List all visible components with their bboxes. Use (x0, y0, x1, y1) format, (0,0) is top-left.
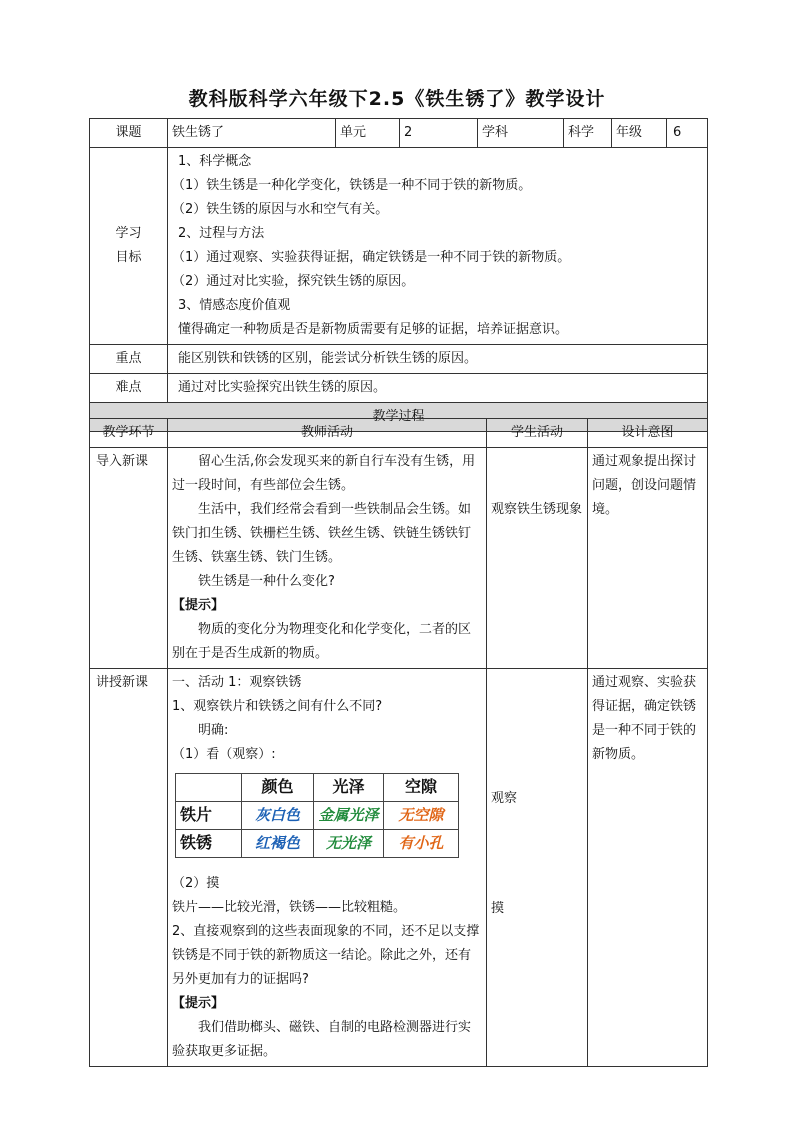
objective-line: （2）通过对比实验，探究铁生锈的原因。 (172, 274, 415, 289)
obs-cell: 金属光泽 (314, 802, 384, 830)
obs-row (176, 830, 459, 858)
difficulty-text: 通过对比实验探究出铁生锈的原因。 (168, 374, 708, 403)
document-title: 教科版科学六年级下2.5《铁生锈了》教学设计 (188, 88, 606, 110)
grade-value: 6 (673, 125, 682, 140)
process-header: 教学过程 (90, 403, 708, 432)
key-point-label: 重点 (90, 345, 168, 374)
lesson-plan-table (89, 118, 708, 432)
grade-label: 年级 (612, 119, 667, 147)
objective-line: 2、过程与方法 (178, 226, 265, 241)
col-design: 设计意图 (588, 419, 708, 448)
obs-cell: 无光泽 (314, 830, 384, 858)
tip-label: 【提示】 (172, 598, 225, 613)
difficulty-label: 难点 (90, 374, 168, 403)
key-point-row (90, 345, 708, 374)
lecture-teacher: 一、活动 1：观察铁锈 1、观察铁片和铁锈之间有什么不同? 明确: （1）看（观察）: 颜色 光泽 空隙 铁片 灰白色 金属光泽 无空隙 铁锈 红褐色 无光泽 有小孔 （2）摸 铁片——比较光滑，铁锈——比较粗糙。 2、直接观察到的这些表面现象的不同，还不足以支撑铁锈是不同于铁的新物质这一结论。除此之外，还有另外更加有力的证据吗? 【提示】 我们借助榔头、磁铁、自制的电路检测器进行实验获取更多证据。 (168, 669, 487, 1067)
objectives-label: 学习 目标 (90, 148, 168, 345)
intro-row (90, 448, 708, 669)
col-stage: 教学环节 (90, 419, 168, 448)
key-point-text: 能区别铁和铁锈的区别，能尝试分析铁生锈的原因。 (168, 345, 708, 374)
process-columns-row (90, 419, 708, 448)
obs-cell: 红褐色 (242, 830, 314, 858)
subject-label: 学科 (478, 119, 564, 148)
objectives-row (90, 148, 708, 345)
objective-line: 3、情感态度价值观 (178, 298, 291, 313)
intro-stage: 导入新课 (90, 448, 168, 669)
intro-student: 观察铁生锈现象 (487, 448, 588, 669)
obs-row-name: 铁锈 (176, 830, 242, 858)
obs-cell: 无空隙 (384, 802, 459, 830)
lesson-value: 铁生锈了 (168, 119, 336, 148)
objective-line: 1、科学概念 (178, 154, 252, 169)
col-teacher: 教师活动 (168, 419, 487, 448)
lecture-row (90, 669, 708, 1067)
obs-header: 光泽 (314, 774, 384, 802)
difficulty-row (90, 374, 708, 403)
lecture-design: 通过观察、实验获得证据，确定铁锈是一种不同于铁的新物质。 (588, 669, 708, 1067)
unit-label: 单元 (336, 119, 400, 148)
obs-header: 空隙 (384, 774, 459, 802)
objective-line: （2）铁生锈的原因与水和空气有关。 (172, 202, 389, 217)
obs-cell: 有小孔 (384, 830, 459, 858)
objective-line: （1）铁生锈是一种化学变化，铁锈是一种不同于铁的新物质。 (172, 178, 532, 193)
obs-cell: 灰白色 (242, 802, 314, 830)
objective-line: 懂得确定一种物质是否是新物质需要有足够的证据，培养证据意识。 (178, 322, 569, 337)
intro-design: 通过观象提出探讨问题，创设问题情境。 (588, 448, 708, 669)
obs-header (176, 774, 242, 802)
obs-header: 颜色 (242, 774, 314, 802)
obs-row-name: 铁片 (176, 802, 242, 830)
process-table (89, 418, 708, 1067)
lesson-label: 课题 (90, 119, 168, 148)
intro-teacher: 留心生活,你会发现买来的新自行车没有生锈，用过一段时间，有些部位会生锈。 生活中，我们经常会看到一些铁制品会生锈。如铁门扣生锈、铁栅栏生锈、铁丝生锈、铁链生锈铁钉生锈、铁塞生锈、铁门生锈。 铁生锈是一种什么变化? 【提示】 物质的变化分为物理变化和化学变化，二者的区别在于是否生成新的物质。 (168, 448, 487, 669)
observation-table (175, 773, 459, 858)
info-row (90, 119, 708, 148)
col-student: 学生活动 (487, 419, 588, 448)
obs-row (176, 802, 459, 830)
objective-line: （1）通过观察、实验获得证据，确定铁锈是一种不同于铁的新物质。 (172, 250, 571, 265)
lecture-stage: 讲授新课 (90, 669, 168, 1067)
subject-value: 科学 (564, 119, 612, 148)
tip-label: 【提示】 (172, 996, 225, 1011)
unit-value: 2 (400, 119, 478, 148)
lecture-student: 观察 摸 (487, 669, 588, 1067)
objectives-content (168, 148, 708, 345)
